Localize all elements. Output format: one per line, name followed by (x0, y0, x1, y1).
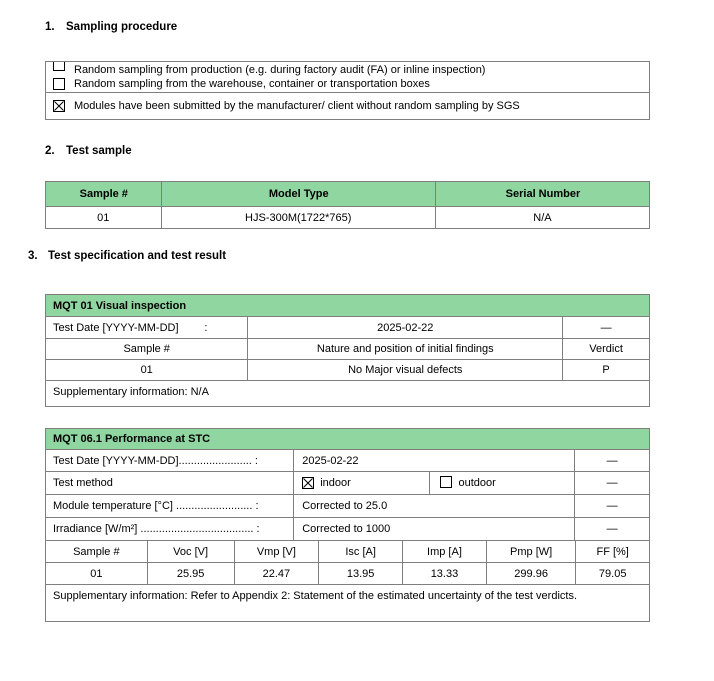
test-sample-table (45, 181, 650, 229)
sampling-option-submitted (46, 93, 520, 119)
checkbox-unchecked-icon[interactable] (440, 476, 452, 488)
mqt06-title-row (46, 429, 649, 449)
model-type-value: HJS-300M(1722*765) (161, 207, 435, 228)
sampling-option-label: Random sampling from production (e.g. during factory audit (FA) or inline inspection) (74, 63, 486, 76)
column-header-sample: Sample # (73, 545, 120, 558)
ff-value: 79.05 (575, 563, 649, 584)
supplementary-information: Supplementary information: N/A (53, 386, 209, 398)
checkbox-unchecked-icon[interactable] (53, 78, 65, 90)
mqt06-irradiance-row (46, 517, 649, 540)
checkbox-unchecked-icon[interactable] (53, 62, 65, 71)
test-date-value: 2025-02-22 (247, 317, 562, 338)
verdict-dash: — (574, 518, 649, 540)
test-date-label: Test Date [YYYY-MM-DD] (53, 321, 179, 334)
column-header-vmp: Vmp [V] (234, 541, 319, 562)
sampling-row-submitted (46, 92, 649, 119)
irradiance-value: Corrected to 1000 (293, 518, 574, 540)
mqt06-param-header-row (46, 540, 649, 562)
mqt06-supplementary-row (46, 584, 649, 621)
test-date-colon: : (204, 321, 208, 334)
mqt01-visual-inspection-table (45, 294, 650, 407)
mqt01-data-row (46, 359, 649, 380)
supplementary-text: Supplementary information: Refer to Appendix 2: Statement of the estimated uncertainty of the test verdicts. (53, 590, 578, 602)
sample-number-value: 01 (97, 211, 110, 224)
verdict-dash: — (562, 317, 649, 338)
irradiance-label: Irradiance [W/m²] ..................................... : (53, 523, 260, 535)
verdict-dash: — (574, 472, 649, 494)
mqt06-title: MQT 06.1 Performance at STC (53, 433, 211, 445)
column-header-pmp: Pmp [W] (486, 541, 576, 562)
column-header-sample: Sample # (123, 343, 170, 355)
sampling-option-production (46, 62, 649, 77)
sampling-random-cell (46, 62, 649, 92)
indoor-label: indoor (320, 477, 351, 489)
mqt06-param-data-row (46, 562, 649, 584)
mqt01-test-date-row (46, 316, 649, 338)
module-temperature-value: Corrected to 25.0 (293, 495, 574, 517)
column-header-verdict: Verdict (562, 339, 649, 359)
column-header-findings: Nature and position of initial findings (247, 339, 562, 359)
test-method-label: Test method (53, 477, 113, 489)
verdict-dash: — (574, 495, 649, 517)
sample-number-value: 01 (90, 567, 103, 580)
mqt06-module-temperature-row (46, 494, 649, 517)
section-number: 3. (28, 250, 38, 262)
section-title: Test specification and test result (48, 250, 227, 262)
column-header-sample: Sample # (79, 188, 128, 200)
sampling-options-box (45, 61, 650, 120)
section-number: 2. (45, 145, 55, 157)
mqt06-performance-table (45, 428, 650, 622)
mqt01-supplementary-row (46, 380, 649, 406)
voc-value: 25.95 (147, 563, 234, 584)
sampling-submitted-cell (46, 93, 649, 119)
mqt01-title-row (46, 295, 649, 316)
column-header-isc: Isc [A] (318, 541, 402, 562)
column-header-model-type: Model Type (161, 182, 435, 206)
column-header-ff: FF [%] (575, 541, 649, 562)
test-sample-header-row (46, 182, 649, 206)
supplementary-information (46, 585, 649, 621)
checkbox-checked-icon[interactable] (302, 477, 314, 489)
module-temperature-label: Module temperature [°C] ......................... : (53, 500, 259, 512)
sampling-option-label: Random sampling from the warehouse, container or transportation boxes (74, 78, 430, 90)
section-heading-test-sample (45, 145, 714, 157)
mqt01-title: MQT 01 Visual inspection (53, 299, 187, 312)
column-header-imp: Imp [A] (402, 541, 486, 562)
verdict-dash: — (574, 450, 649, 471)
verdict-value: P (562, 360, 649, 380)
mqt01-subheader-row (46, 338, 649, 359)
section-heading-sampling-procedure (45, 21, 714, 33)
findings-value: No Major visual defects (247, 360, 562, 380)
section-title: Sampling procedure (66, 21, 178, 33)
sampling-row-random (46, 62, 649, 92)
outdoor-label: outdoor (458, 477, 496, 489)
isc-value: 13.95 (318, 563, 402, 584)
section-number: 1. (45, 21, 55, 33)
checkbox-checked-icon[interactable] (53, 100, 65, 112)
section-title: Test sample (66, 145, 132, 157)
mqt06-test-method-row (46, 471, 649, 494)
mqt06-test-date-row (46, 449, 649, 471)
test-date-label: Test Date [YYYY-MM-DD]........................ : (53, 454, 258, 467)
test-sample-data-row (46, 206, 649, 228)
vmp-value: 22.47 (234, 563, 319, 584)
mqt01-test-date-label-cell (46, 317, 247, 338)
column-header-serial-number: Serial Number (435, 182, 649, 206)
test-date-value: 2025-02-22 (293, 450, 574, 471)
sampling-option-label: Modules have been submitted by the manufacturer/ client without random sampling by SGS (74, 100, 520, 112)
column-header-voc: Voc [V] (147, 541, 234, 562)
imp-value: 13.33 (402, 563, 486, 584)
test-method-outdoor-option (429, 472, 574, 494)
sampling-option-warehouse (46, 77, 649, 91)
sample-number-value: 01 (140, 364, 153, 376)
serial-number-value: N/A (435, 207, 649, 228)
pmp-value: 299.96 (486, 563, 576, 584)
section-heading-test-specification (28, 250, 714, 262)
test-method-indoor-option (293, 472, 429, 494)
